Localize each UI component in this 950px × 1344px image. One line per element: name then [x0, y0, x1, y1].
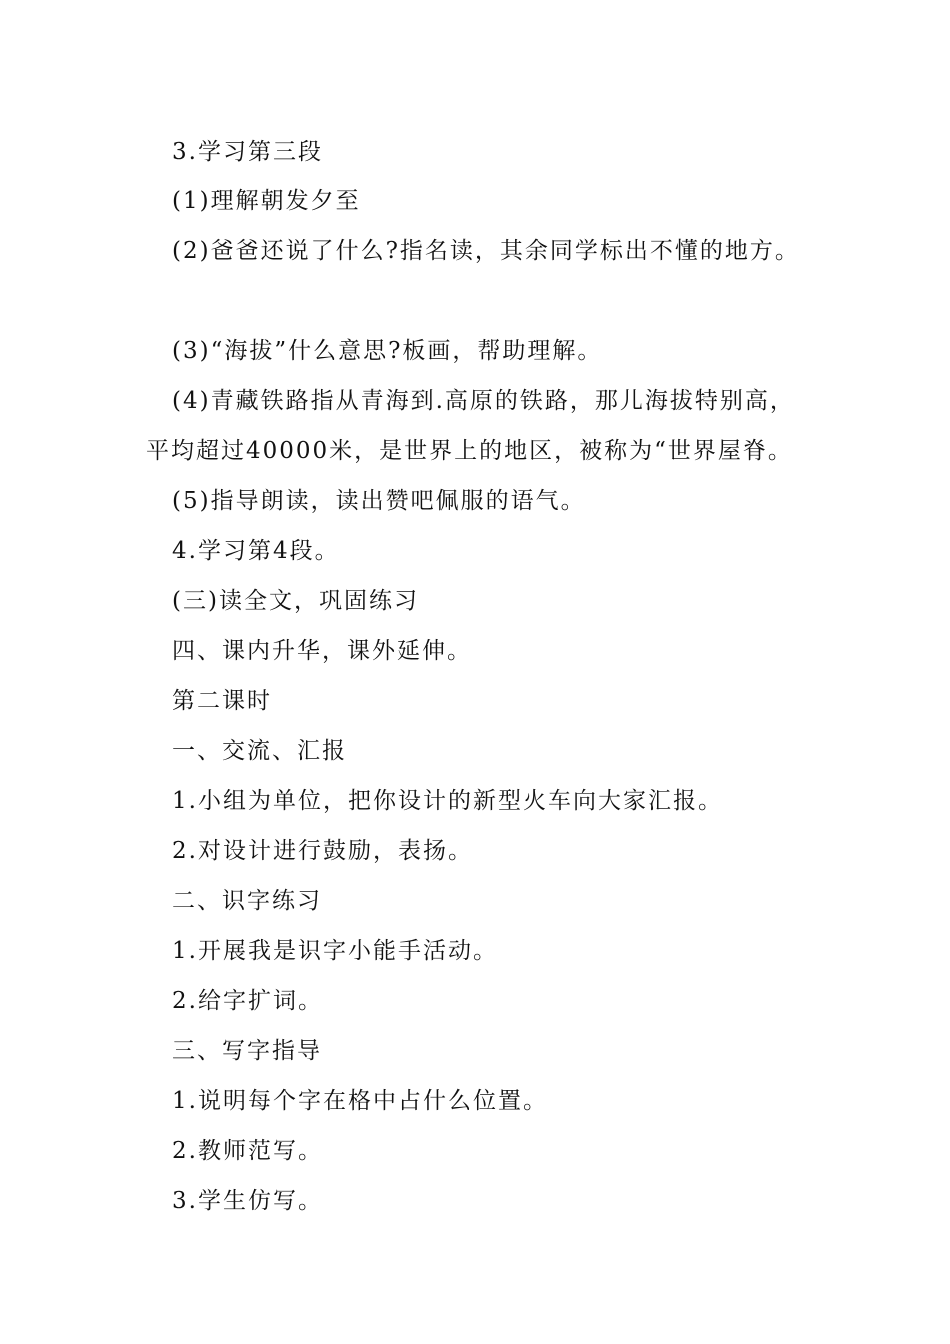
part-three-item-3: 3.学生仿写。 — [172, 1188, 323, 1214]
sub-item-2: (2)爸爸还说了什么?指名读，其余同学标出不懂的地方。 — [172, 238, 800, 264]
part-one-item-1: 1.小组为单位，把你设计的新型火车向大家汇报。 — [172, 788, 723, 814]
part-two-item-2: 2.给字扩词。 — [172, 988, 323, 1014]
sub-item-1: (1)理解朝发夕至 — [172, 188, 361, 214]
sub-item-4-continued: 平均超过40000米，是世界上的地区，被称为“世界屋脊。 — [146, 438, 793, 464]
part-three-item-2: 2.教师范写。 — [172, 1138, 323, 1164]
part-three-item-1: 1.说明每个字在格中占什么位置。 — [172, 1088, 548, 1114]
second-lesson-heading: 第二课时 — [172, 688, 272, 714]
sub-item-4: (4)青藏铁路指从青海到.高原的铁路，那儿海拔特别高， — [172, 388, 795, 414]
sub-item-5: (5)指导朗读，读出赞吧佩服的语气。 — [172, 488, 586, 514]
part-three-heading: 三、写字指导 — [172, 1038, 322, 1064]
section-four-heading: 四、课内升华，课外延伸。 — [172, 638, 472, 664]
part-one-item-2: 2.对设计进行鼓励，表扬。 — [172, 838, 473, 864]
section-three-heading: (三)读全文，巩固练习 — [172, 588, 419, 614]
part-one-heading: 一、交流、汇报 — [172, 738, 347, 764]
part-two-heading: 二、识字练习 — [172, 888, 322, 914]
step-4-heading: 4.学习第4段。 — [172, 538, 340, 564]
sub-item-3: (3)“海拔”什么意思?板画，帮助理解。 — [172, 338, 603, 364]
part-two-item-1: 1.开展我是识字小能手活动。 — [172, 938, 498, 964]
step-3-heading: 3.学习第三段 — [172, 139, 323, 165]
